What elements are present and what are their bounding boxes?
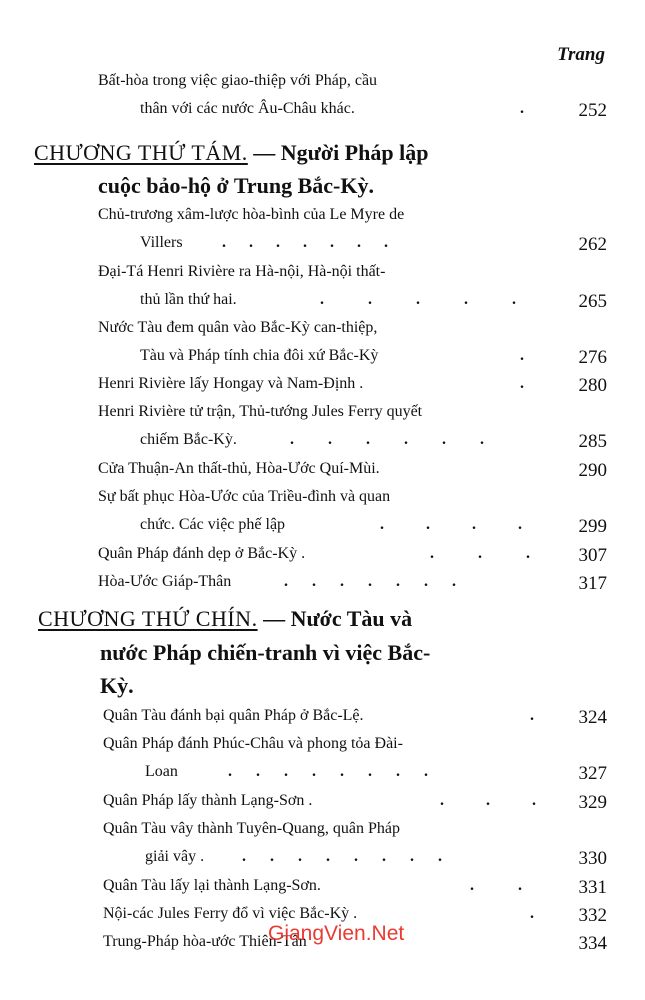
page-number: 252 <box>578 100 607 121</box>
entry-line-2: thủ lần thứ hai. <box>140 291 237 308</box>
chapter-title-part: — Nước Tàu và <box>263 606 413 631</box>
entry-line-1: Quân Tàu lấy lại thành Lạng-Sơn. <box>103 877 321 894</box>
watermark-text: GiangVien.Net <box>268 922 405 945</box>
page-number: 262 <box>578 234 607 255</box>
leader-dots: . . <box>470 877 522 894</box>
page-number: 299 <box>578 516 607 537</box>
page-number: 324 <box>578 707 607 728</box>
leader-dots: . . . . . <box>320 291 516 308</box>
leader-dots: . <box>530 905 534 922</box>
entry-line-1: Chủ-trương xâm-lược hòa-bình của Le Myre de <box>98 206 405 223</box>
chapter-title-part: — Người Pháp lập <box>253 140 429 165</box>
leader-dots: . . . . . . . . <box>242 848 442 865</box>
page-number: 332 <box>578 905 607 926</box>
page-number: 290 <box>578 460 607 481</box>
entry-line-1: Trung-Pháp hòa-ước Thiên-Tân <box>103 933 307 950</box>
leader-dots: . <box>520 347 524 364</box>
entry-line-1: Quân Pháp đánh Phúc-Châu và phong tỏa Đài- <box>103 735 403 752</box>
entry-line-1: Đại-Tá Henri Rivière ra Hà-nội, Hà-nội thất- <box>98 263 386 280</box>
page-number: 276 <box>578 347 607 368</box>
entry-line-2: chức. Các việc phế lập <box>140 516 286 533</box>
entry-line-1: Quân Pháp lấy thành Lạng-Sơn . <box>103 792 313 809</box>
page-number: 329 <box>578 792 607 813</box>
entry-line-1: Quân Pháp đánh dẹp ở Bắc-Kỳ . <box>98 545 306 562</box>
entry-line-2: chiếm Bắc-Kỳ. <box>140 431 237 448</box>
entry-line-1: Henri Rivière lấy Hongay và Nam-Định . <box>98 375 364 392</box>
entry-line-1: Bất-hòa trong việc giao-thiệp với Pháp, cầu <box>98 72 378 89</box>
chapter-label: CHƯƠNG THỨ TÁM. <box>34 140 248 165</box>
entry-line-1: Henri Rivière tử trận, Thủ-tướng Jules Ferry quyết <box>98 403 423 420</box>
chapter-label: CHƯƠNG THỨ CHÍN. <box>38 606 258 631</box>
entry-line-1: Nội-các Jules Ferry đổ vì việc Bắc-Kỳ . <box>103 905 358 922</box>
entry-line-2: Tàu và Pháp tính chia đôi xứ Bắc-Kỳ <box>140 347 379 364</box>
page-number: 280 <box>578 375 607 396</box>
entry-line-1: Cửa Thuận-An thất-thủ, Hòa-Ước Quí-Mùi. <box>98 460 380 477</box>
entry-line-2: thân với các nước Âu-Châu khác. <box>140 100 355 117</box>
leader-dots: . . . . <box>380 516 522 533</box>
leader-dots: . . . <box>440 792 536 809</box>
page-number: 334 <box>578 933 607 954</box>
leader-dots: . . . . . . <box>290 431 484 448</box>
leader-dots: . <box>520 100 524 117</box>
page-number: 285 <box>578 431 607 452</box>
page-number: 265 <box>578 291 607 312</box>
leader-dots: . <box>520 375 524 392</box>
leader-dots: . . . <box>430 545 530 562</box>
entry-line-1: Sự bất phục Hòa-Ước của Triều-đình và quan <box>98 488 391 505</box>
chapter-title-line: cuộc bảo-hộ ở Trung Bắc-Kỳ. <box>98 173 374 198</box>
page-number: 307 <box>578 545 607 566</box>
leader-dots: . <box>530 707 534 724</box>
page-number: 317 <box>578 573 607 594</box>
leader-dots: . . . . . . . . <box>228 763 428 780</box>
page-number: 331 <box>578 877 607 898</box>
entry-line-2: Villers <box>140 234 183 251</box>
page-number: 327 <box>578 763 607 784</box>
entry-line-1: Quân Tàu đánh bại quân Pháp ở Bắc-Lệ. <box>103 707 364 724</box>
entry-line-1: Nước Tàu đem quân vào Bắc-Kỳ can-thiệp, <box>98 319 378 336</box>
entry-line-2: giải vây . <box>145 848 205 865</box>
entry-line-1: Quân Tàu vây thành Tuyên-Quang, quân Pháp <box>103 820 400 837</box>
leader-dots: . . . . . . . <box>222 234 388 251</box>
entry-line-2: Loan <box>145 763 178 780</box>
chapter-title-line: nước Pháp chiến-tranh vì việc Bắc- <box>100 640 431 665</box>
page-number: 330 <box>578 848 607 869</box>
entry-line-1: Hòa-Ước Giáp-Thân <box>98 573 232 590</box>
page-column-header: Trang <box>557 44 605 65</box>
chapter-title-line: Kỳ. <box>100 673 134 698</box>
leader-dots: . . . . . . . <box>284 573 456 590</box>
